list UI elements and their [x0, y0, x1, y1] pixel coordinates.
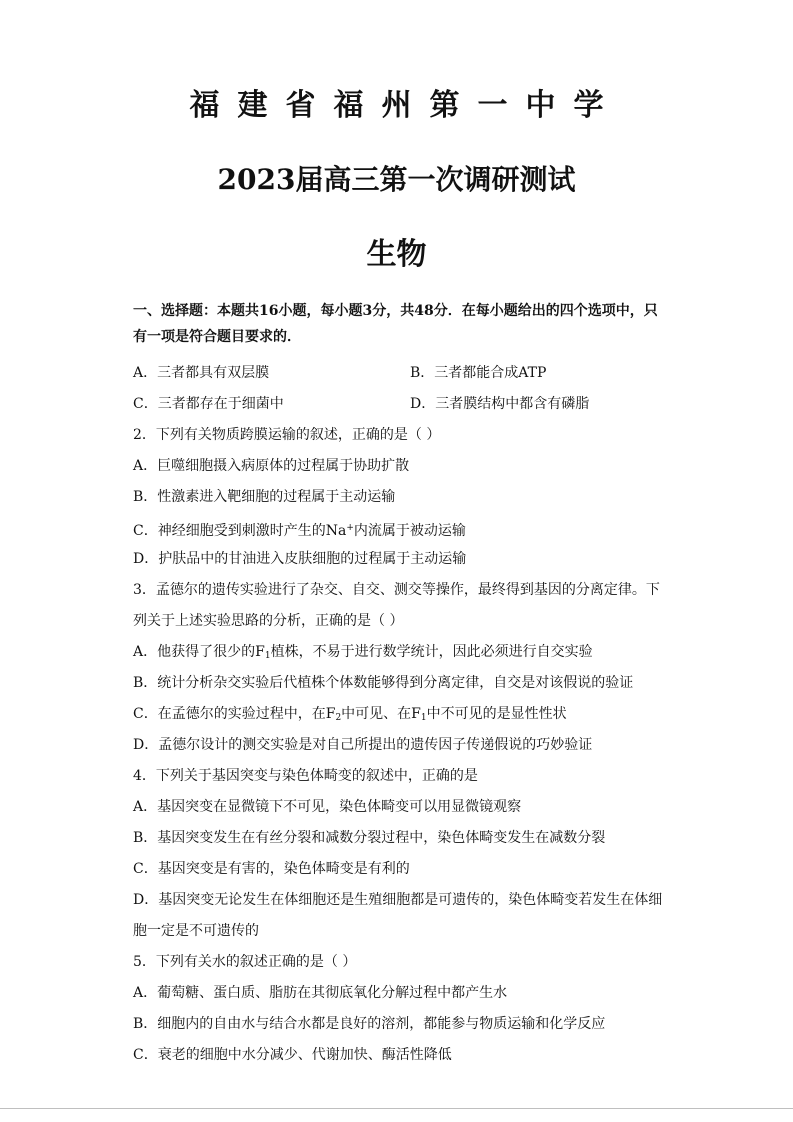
q1-option-a: A．三者都具有双层膜 — [133, 365, 270, 381]
q4-option-c: C．基因突变是有害的，染色体畸变是有利的 — [133, 861, 410, 877]
q3-option-d: D．孟德尔设计的测交实验是对自己所提出的遗传因子传递假说的巧妙验证 — [133, 737, 593, 753]
question-content — [133, 298, 663, 1071]
sodium-ion: Na — [325, 523, 347, 539]
ion-charge: + — [346, 523, 354, 533]
school-name — [0, 80, 793, 124]
q3-option-b: B．统计分析杂交实验后代植株个体数能够得到分离定律，自交是对该假说的验证 — [133, 675, 634, 691]
q3-option-c-mid: 中可见、在 — [341, 706, 412, 722]
q1-options-row-1 — [133, 358, 663, 389]
school-char: 一 — [477, 88, 508, 123]
q4-option-b: B．基因突变发生在有丝分裂和减数分裂过程中，染色体畸变发生在减数分裂 — [133, 830, 606, 846]
q3-option-c-pre: C．在孟德尔的实验过程中，在 — [133, 706, 326, 722]
subject-title: 生物 — [366, 237, 427, 272]
generation-label: F — [255, 644, 265, 660]
q3-option-a-post: 植株，不易于进行数学统计，因此必须进行自交实验 — [270, 644, 593, 660]
q3-option-c-post: 中不可见的是显性性状 — [426, 706, 567, 722]
school-char: 中 — [525, 88, 556, 123]
q2-option-a: A．巨噬细胞摄入病原体的过程属于协助扩散 — [133, 458, 410, 474]
generation-subscript: 1 — [264, 651, 271, 661]
q2-option-d: D．护肤品中的甘油进入皮肤细胞的过程属于主动运输 — [133, 551, 467, 567]
q2-option-b: B．性激素进入靶细胞的过程属于主动运输 — [133, 489, 396, 505]
q5-option-c: C．衰老的细胞中水分减少、代谢加快、酶活性降低 — [133, 1047, 452, 1063]
q5-option-a: A．葡萄糖、蛋白质、脂肪在其彻底氧化分解过程中都产生水 — [133, 985, 508, 1001]
generation-subscript: 1 — [420, 713, 427, 723]
q5-option-b: B．细胞内的自由水与结合水都是良好的溶剂，都能参与物质运输和化学反应 — [133, 1016, 606, 1032]
q3-option-a-pre: A．他获得了很少的 — [133, 644, 256, 660]
school-char: 福 — [189, 88, 220, 123]
q2-option-c-post: 内流属于被动运输 — [353, 523, 466, 539]
q2-stem: 2．下列有关物质跨膜运输的叙述，正确的是（ ） — [133, 427, 441, 443]
q2-option-c-pre: C．神经细胞受到刺激时产生的 — [133, 523, 326, 539]
generation-label: F — [325, 706, 336, 722]
exam-title: 2023届高三第一次调研测试 — [217, 163, 576, 196]
school-char: 建 — [237, 88, 268, 123]
school-char: 学 — [573, 88, 604, 123]
generation-label: F — [411, 706, 421, 722]
q1-options-row-2 — [133, 389, 663, 420]
q3-option-a — [133, 637, 663, 668]
q4-option-d: D．基因突变无论发生在体细胞还是生殖细胞都是可遗传的，染色体畸变若发生在体细胞一定是不可遗传的 — [133, 892, 663, 939]
school-char: 省 — [285, 88, 316, 123]
q4-option-a: A．基因突变在显微镜下不可见，染色体畸变可以用显微镜观察 — [133, 799, 522, 815]
school-char: 第 — [429, 88, 460, 123]
school-char: 州 — [381, 88, 412, 123]
q1-option-b: B．三者都能合成ATP — [410, 365, 547, 381]
school-char: 福 — [333, 88, 364, 123]
generation-subscript: 2 — [335, 713, 342, 723]
q1-option-c: C．三者都存在于细菌中 — [133, 396, 284, 412]
q3-stem: 3．孟德尔的遗传实验进行了杂交、自交、测交等操作，最终得到基因的分离定律。下列关于上述实验思路的分析，正确的是（ ） — [133, 582, 660, 629]
q2-option-c — [133, 513, 663, 544]
page-bottom-divider — [0, 1108, 793, 1109]
q5-stem: 5．下列有关水的叙述正确的是（ ） — [133, 954, 357, 970]
q1-option-d: D．三者膜结构中都含有磷脂 — [410, 396, 590, 412]
section-intro: 一、选择题：本题共16小题，每小题3分，共48分．在每小题给出的四个选项中，只有一项是符合题目要求的． — [133, 303, 658, 345]
q3-option-c — [133, 699, 663, 730]
q4-stem: 4．下列关于基因突变与染色体畸变的叙述中，正确的是 — [133, 768, 478, 784]
